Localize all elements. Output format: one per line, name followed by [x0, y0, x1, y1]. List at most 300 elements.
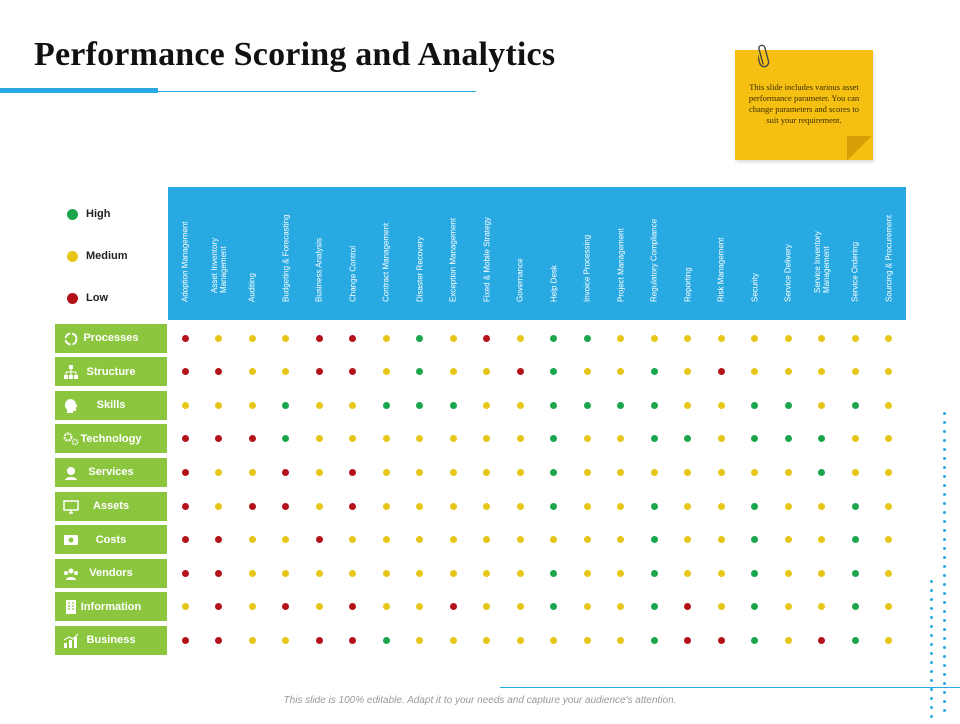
- decorative-dot: [943, 520, 946, 523]
- score-dot: [483, 637, 490, 644]
- column-label: Service Ordering: [850, 241, 860, 302]
- score-dot: [383, 603, 390, 610]
- score-dot: [316, 402, 323, 409]
- row-label-text: Technology: [80, 432, 142, 445]
- score-dot: [785, 402, 792, 409]
- footer-text: This slide is 100% editable. Adapt it to your needs and capture your audience's attention.: [283, 695, 677, 706]
- score-dot: [651, 469, 658, 476]
- score-dot: [550, 536, 557, 543]
- score-dot: [617, 637, 624, 644]
- score-dot: [785, 536, 792, 543]
- score-dot: [718, 570, 725, 577]
- cycle-icon: [63, 331, 79, 347]
- score-dot: [483, 335, 490, 342]
- score-dot: [751, 469, 758, 476]
- decorative-dot: [930, 625, 933, 628]
- score-dot: [651, 402, 658, 409]
- score-dot: [316, 435, 323, 442]
- column-label: Service Delivery: [783, 244, 793, 302]
- score-dot: [316, 469, 323, 476]
- score-dot: [584, 435, 591, 442]
- score-dot: [483, 603, 490, 610]
- score-dot: [617, 503, 624, 510]
- score-dot: [785, 603, 792, 610]
- row-label-services: [55, 458, 167, 487]
- score-dot: [249, 570, 256, 577]
- score-dot: [885, 603, 892, 610]
- score-dot: [316, 368, 323, 375]
- score-dot: [483, 469, 490, 476]
- score-dot: [684, 637, 691, 644]
- decorative-dot: [943, 412, 946, 415]
- row-label-text: Structure: [86, 365, 136, 378]
- column-header-cell: [237, 191, 267, 311]
- column-label: Regulatory Compliance: [649, 218, 659, 302]
- row-label-text: Assets: [92, 500, 130, 512]
- legend-item-medium: [67, 250, 128, 262]
- score-dot: [182, 503, 189, 510]
- decorative-dot: [930, 697, 933, 700]
- legend-dot-medium: [67, 251, 78, 262]
- decorative-dot: [943, 610, 946, 613]
- decorative-dot: [943, 574, 946, 577]
- decorative-dot: [943, 664, 946, 667]
- column-label: Contract Management: [381, 222, 391, 302]
- decorative-dot: [943, 448, 946, 451]
- score-dot: [718, 335, 725, 342]
- score-dot: [349, 536, 356, 543]
- score-dot: [684, 503, 691, 510]
- score-dot: [416, 637, 423, 644]
- score-dot: [182, 536, 189, 543]
- score-dot: [416, 469, 423, 476]
- score-dot: [215, 469, 222, 476]
- score-dot: [349, 469, 356, 476]
- score-dot: [517, 402, 524, 409]
- score-dot: [182, 368, 189, 375]
- decorative-dot: [930, 634, 933, 637]
- decorative-dot: [943, 565, 946, 568]
- sticky-note-fold: [847, 136, 873, 160]
- score-dot: [785, 368, 792, 375]
- score-dot: [249, 402, 256, 409]
- score-dot: [282, 637, 289, 644]
- score-dot: [885, 637, 892, 644]
- score-dot: [182, 603, 189, 610]
- score-dot: [450, 570, 457, 577]
- score-dot: [383, 637, 390, 644]
- score-dot: [349, 603, 356, 610]
- row-label-text: Services: [88, 466, 134, 479]
- column-header-cell: [271, 191, 301, 311]
- decorative-dot: [930, 607, 933, 610]
- score-dot: [550, 368, 557, 375]
- score-dot: [182, 335, 189, 342]
- money-icon: [63, 532, 79, 548]
- decorative-dot: [943, 547, 946, 550]
- score-dot: [349, 637, 356, 644]
- score-dot: [282, 469, 289, 476]
- score-dot: [416, 435, 423, 442]
- row-label-text: Vendors: [89, 567, 133, 580]
- column-label: Adoption Management: [180, 221, 190, 302]
- column-header-cell: [304, 191, 334, 311]
- score-dot: [852, 402, 859, 409]
- score-dot: [617, 435, 624, 442]
- score-dot: [249, 435, 256, 442]
- legend-label: High: [86, 208, 111, 220]
- score-dot: [517, 368, 524, 375]
- decorative-dot: [930, 580, 933, 583]
- score-dot: [383, 368, 390, 375]
- score-dot: [483, 536, 490, 543]
- legend: [55, 187, 168, 320]
- score-dot: [416, 335, 423, 342]
- decorative-dot: [930, 589, 933, 592]
- score-dot: [852, 335, 859, 342]
- score-dot: [249, 603, 256, 610]
- decorative-dot: [943, 691, 946, 694]
- score-dot: [818, 469, 825, 476]
- decorative-dot: [943, 493, 946, 496]
- score-dot: [215, 503, 222, 510]
- decorative-dot: [943, 682, 946, 685]
- column-header-cell: [874, 191, 904, 311]
- column-header-cell: [539, 191, 569, 311]
- legend-dot-high: [67, 209, 78, 220]
- legend-label: Low: [86, 292, 108, 304]
- score-dot: [584, 469, 591, 476]
- score-dot: [316, 335, 323, 342]
- score-dot: [852, 603, 859, 610]
- score-dot: [416, 368, 423, 375]
- score-dot: [818, 570, 825, 577]
- column-label: Service Inventory Management: [812, 231, 831, 293]
- decorative-dot: [930, 598, 933, 601]
- score-dot: [852, 435, 859, 442]
- score-dot: [718, 469, 725, 476]
- score-dot: [517, 637, 524, 644]
- column-label: Business Analysis: [314, 237, 324, 302]
- score-dot: [751, 435, 758, 442]
- decorative-dot: [943, 601, 946, 604]
- score-dot: [383, 435, 390, 442]
- score-dot: [651, 570, 658, 577]
- score-dot: [550, 435, 557, 442]
- score-dot: [215, 368, 222, 375]
- score-dot: [785, 637, 792, 644]
- score-dot: [383, 402, 390, 409]
- score-dot: [182, 570, 189, 577]
- legend-item-high: [67, 208, 110, 220]
- score-dot: [818, 637, 825, 644]
- column-header-cell: [673, 191, 703, 311]
- decorative-dot: [943, 421, 946, 424]
- score-dot: [785, 335, 792, 342]
- score-dot: [249, 503, 256, 510]
- score-dot: [684, 469, 691, 476]
- score-dot: [751, 335, 758, 342]
- score-dot: [316, 503, 323, 510]
- score-dot: [584, 637, 591, 644]
- decorative-dot: [943, 637, 946, 640]
- score-dot: [751, 637, 758, 644]
- decorative-dot: [930, 643, 933, 646]
- score-dot: [182, 469, 189, 476]
- score-dot: [282, 435, 289, 442]
- decorative-dot: [943, 700, 946, 703]
- score-dot: [416, 570, 423, 577]
- row-label-information: [55, 592, 167, 621]
- score-dot: [416, 536, 423, 543]
- decorative-dot: [943, 556, 946, 559]
- score-dot: [718, 402, 725, 409]
- column-header-cell: [371, 191, 401, 311]
- score-dot: [517, 536, 524, 543]
- score-dot: [282, 603, 289, 610]
- score-dot: [885, 335, 892, 342]
- column-header-cell: [505, 191, 535, 311]
- decorative-dot: [943, 502, 946, 505]
- decorative-dot: [943, 628, 946, 631]
- legend-label: Medium: [86, 250, 128, 262]
- score-dot: [785, 570, 792, 577]
- column-label: Fixed & Mobile Strategy: [482, 217, 491, 302]
- score-dot: [818, 603, 825, 610]
- score-dot: [885, 503, 892, 510]
- row-label-text: Skills: [96, 399, 126, 412]
- score-dot: [852, 368, 859, 375]
- people-icon: [63, 566, 79, 582]
- score-dot: [684, 402, 691, 409]
- score-dot: [852, 570, 859, 577]
- decorative-dot: [930, 652, 933, 655]
- score-dot: [349, 435, 356, 442]
- column-label: Asset Inventory Management: [209, 237, 228, 293]
- column-header-cell: [606, 191, 636, 311]
- row-label-business: [55, 626, 167, 655]
- score-dot: [718, 435, 725, 442]
- score-dot: [751, 603, 758, 610]
- score-dot: [349, 368, 356, 375]
- score-dot: [818, 335, 825, 342]
- score-dot: [450, 402, 457, 409]
- gears-icon: [63, 431, 79, 447]
- row-label-text: Business: [86, 634, 136, 647]
- score-dot: [751, 368, 758, 375]
- decorative-dot: [943, 439, 946, 442]
- score-dot: [383, 536, 390, 543]
- score-dot: [751, 503, 758, 510]
- score-dot: [249, 637, 256, 644]
- title-underline-accent: [0, 88, 158, 93]
- score-dot: [718, 368, 725, 375]
- score-dot: [550, 570, 557, 577]
- score-dot: [349, 503, 356, 510]
- score-dot: [852, 469, 859, 476]
- decorative-dot: [943, 619, 946, 622]
- column-header-cell: [706, 191, 736, 311]
- score-dot: [517, 503, 524, 510]
- score-dot: [852, 536, 859, 543]
- row-label-vendors: [55, 559, 167, 588]
- score-dot: [785, 503, 792, 510]
- score-dot: [584, 603, 591, 610]
- score-dot: [885, 402, 892, 409]
- row-label-text: Costs: [95, 533, 127, 546]
- decorative-dot: [943, 475, 946, 478]
- score-dot: [517, 335, 524, 342]
- decorative-dots-left: [930, 580, 933, 724]
- score-dot: [718, 603, 725, 610]
- score-dot: [282, 402, 289, 409]
- row-label-processes: [55, 324, 167, 353]
- decorative-dot: [943, 655, 946, 658]
- score-dot: [584, 570, 591, 577]
- decorative-dot: [930, 688, 933, 691]
- score-dot: [684, 570, 691, 577]
- score-dot: [818, 368, 825, 375]
- score-dot: [282, 335, 289, 342]
- score-dot: [483, 402, 490, 409]
- score-dot: [617, 368, 624, 375]
- score-dot: [785, 435, 792, 442]
- column-header-cell: [807, 191, 837, 311]
- row-label-costs: [55, 525, 167, 554]
- score-dot: [852, 503, 859, 510]
- score-dot: [684, 603, 691, 610]
- score-dot: [215, 570, 222, 577]
- score-dot: [450, 469, 457, 476]
- decorative-dot: [943, 457, 946, 460]
- score-dot: [517, 570, 524, 577]
- column-header: [168, 187, 906, 320]
- decorative-dot: [930, 670, 933, 673]
- score-dot: [282, 368, 289, 375]
- score-dot: [550, 503, 557, 510]
- decorative-dot: [943, 673, 946, 676]
- score-dot: [718, 637, 725, 644]
- score-dot: [349, 335, 356, 342]
- decorative-dot: [943, 466, 946, 469]
- score-dot: [885, 570, 892, 577]
- footer-divider: [500, 687, 960, 688]
- column-header-cell: [405, 191, 435, 311]
- score-dot: [617, 603, 624, 610]
- score-dot: [316, 637, 323, 644]
- score-dot: [316, 536, 323, 543]
- score-dot: [651, 503, 658, 510]
- column-label: Invoice Processing: [582, 234, 592, 302]
- column-header-cell: [639, 191, 669, 311]
- score-dot: [751, 402, 758, 409]
- score-dot: [215, 637, 222, 644]
- score-dot: [584, 335, 591, 342]
- row-label-technology: [55, 424, 167, 453]
- column-label: Disaster Recovery: [415, 236, 424, 302]
- score-dot: [684, 368, 691, 375]
- column-header-cell: [170, 191, 200, 311]
- decorative-dot: [930, 715, 933, 718]
- column-label: Sourcing & Procurement: [884, 214, 893, 302]
- column-header-cell: [204, 191, 234, 311]
- score-dot: [651, 435, 658, 442]
- score-dot: [450, 637, 457, 644]
- column-label: Reporting: [683, 267, 692, 302]
- score-dot: [651, 368, 658, 375]
- monitor-icon: [63, 499, 79, 515]
- score-dot: [885, 368, 892, 375]
- score-dot: [349, 570, 356, 577]
- column-label: Change Control: [348, 245, 357, 302]
- column-header-cell: [338, 191, 368, 311]
- score-dot: [282, 503, 289, 510]
- score-dot: [550, 469, 557, 476]
- score-dot: [584, 536, 591, 543]
- score-dot: [182, 637, 189, 644]
- score-dot: [550, 603, 557, 610]
- score-dot: [617, 335, 624, 342]
- score-dot: [450, 503, 457, 510]
- score-dot: [651, 603, 658, 610]
- head-icon: [63, 398, 79, 414]
- score-dot: [617, 536, 624, 543]
- page-title: Performance Scoring and Analytics: [34, 36, 556, 73]
- column-header-cell: [773, 191, 803, 311]
- score-dot: [282, 570, 289, 577]
- score-dot: [316, 570, 323, 577]
- score-dot: [383, 335, 390, 342]
- column-header-cell: [438, 191, 468, 311]
- decorative-dot: [930, 616, 933, 619]
- score-dot: [617, 402, 624, 409]
- score-dot: [550, 402, 557, 409]
- score-dot: [885, 536, 892, 543]
- score-dot: [651, 335, 658, 342]
- row-label-structure: [55, 357, 167, 386]
- score-dot: [684, 435, 691, 442]
- score-dot: [383, 503, 390, 510]
- paperclip-icon: [758, 42, 770, 70]
- column-label: Exception Management: [448, 217, 458, 302]
- score-dot: [450, 603, 457, 610]
- column-label: Security: [750, 273, 759, 302]
- decorative-dot: [943, 709, 946, 712]
- building-icon: [63, 599, 79, 615]
- support-icon: [63, 465, 79, 481]
- row-label-skills: [55, 391, 167, 420]
- row-label-text: Information: [80, 600, 142, 613]
- column-header-cell: [572, 191, 602, 311]
- column-header-cell: [840, 191, 870, 311]
- score-dot: [751, 570, 758, 577]
- score-dot: [584, 368, 591, 375]
- score-dot: [718, 503, 725, 510]
- score-dot: [450, 335, 457, 342]
- column-label: Project Management: [616, 228, 625, 302]
- decorative-dot: [943, 646, 946, 649]
- score-dot: [785, 469, 792, 476]
- column-label: Auditing: [247, 273, 257, 302]
- score-dot: [651, 536, 658, 543]
- column-label: Budgeting & Forecasting: [281, 214, 290, 302]
- decorative-dot: [930, 706, 933, 709]
- score-dot: [182, 402, 189, 409]
- decorative-dot: [930, 661, 933, 664]
- score-dot: [416, 503, 423, 510]
- row-label-text: Processes: [83, 332, 139, 344]
- score-dot: [651, 637, 658, 644]
